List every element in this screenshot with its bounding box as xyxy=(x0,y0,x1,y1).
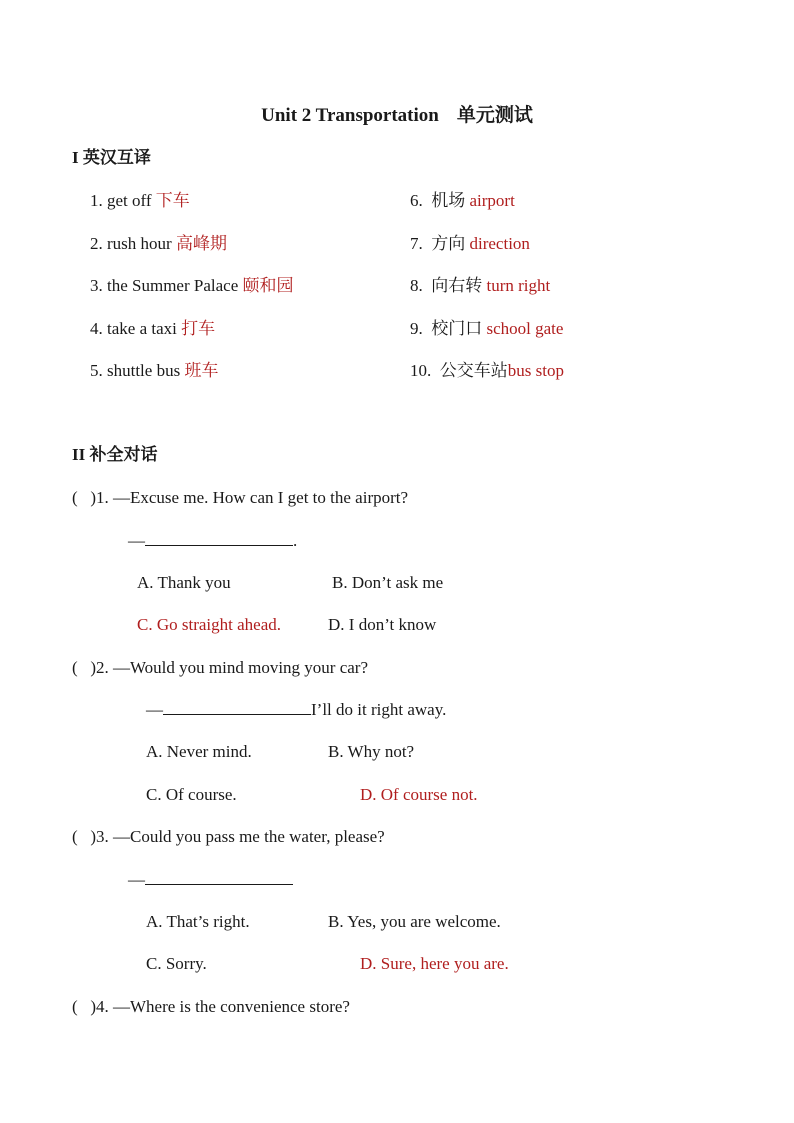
reply-line: — . xyxy=(128,531,298,550)
item-number: 6. xyxy=(410,191,423,210)
answer-bracket[interactable]: ( ) xyxy=(72,827,97,846)
question-stem xyxy=(72,658,368,678)
item-number: 1. xyxy=(90,191,103,210)
option-correct: D. Sure, here you are. xyxy=(360,954,509,973)
question-stem xyxy=(72,488,408,508)
question-text: 4. —Where is the convenience store? xyxy=(96,997,350,1016)
vocab-item xyxy=(410,361,564,381)
item-prompt: take a taxi xyxy=(107,319,177,338)
answer-blank[interactable] xyxy=(163,700,311,715)
answer-blank[interactable] xyxy=(145,531,293,546)
item-prompt: 机场 xyxy=(431,191,466,210)
answer-bracket[interactable]: ( ) xyxy=(72,488,97,507)
item-answer: bus stop xyxy=(507,361,564,380)
item-prompt: shuttle bus xyxy=(107,361,181,380)
vocab-item xyxy=(90,191,190,211)
item-answer: 打车 xyxy=(181,319,216,338)
question-text: 2. —Would you mind moving your car? xyxy=(96,658,369,677)
section-2-heading: II 补全对话 xyxy=(72,445,158,464)
item-prompt: rush hour xyxy=(107,234,172,253)
item-answer: school gate xyxy=(486,319,564,338)
title-english: Unit 2 Transportation xyxy=(261,105,439,126)
page-title xyxy=(0,106,794,126)
answer-blank[interactable] xyxy=(145,870,293,885)
item-number: 10. xyxy=(410,361,432,380)
item-answer: 颐和园 xyxy=(242,276,294,295)
item-prompt: 向右转 xyxy=(431,276,483,295)
option: D. I don’t know xyxy=(328,615,437,634)
answer-bracket[interactable]: ( ) xyxy=(72,997,97,1016)
section-1-heading: I 英汉互译 xyxy=(72,148,151,167)
item-answer: 高峰期 xyxy=(175,234,227,253)
vocab-item xyxy=(410,319,563,339)
option: B. Yes, you are welcome. xyxy=(328,912,501,931)
item-number: 4. xyxy=(90,319,103,338)
item-prompt: get off xyxy=(107,191,152,210)
item-prompt: 公交车站 xyxy=(439,361,508,380)
question-stem xyxy=(72,997,350,1017)
item-answer: airport xyxy=(469,191,515,210)
item-prompt: 方向 xyxy=(431,234,466,253)
vocab-item xyxy=(90,319,215,339)
question-text: 1. —Excuse me. How can I get to the airport? xyxy=(96,488,409,507)
vocab-item xyxy=(410,276,550,296)
option: A. Never mind. xyxy=(146,742,252,761)
option: B. Don’t ask me xyxy=(332,573,444,592)
option: B. Why not? xyxy=(328,742,415,761)
vocab-item xyxy=(410,234,530,254)
option: A. Thank you xyxy=(137,573,231,592)
item-answer: 班车 xyxy=(184,361,219,380)
item-answer: turn right xyxy=(486,276,551,295)
item-number: 7. xyxy=(410,234,423,253)
question-text: 3. —Could you pass me the water, please? xyxy=(96,827,385,846)
reply-line: — I’ll do it right away. xyxy=(146,700,447,719)
item-number: 9. xyxy=(410,319,423,338)
item-answer: 下车 xyxy=(155,191,190,210)
vocab-item xyxy=(90,234,227,254)
question-stem xyxy=(72,827,385,847)
title-chinese: 单元测试 xyxy=(456,105,533,126)
option-correct: C. Go straight ahead. xyxy=(137,615,281,634)
item-prompt: 校门口 xyxy=(431,319,483,338)
vocab-item xyxy=(410,191,515,211)
item-number: 5. xyxy=(90,361,103,380)
item-number: 8. xyxy=(410,276,423,295)
option: C. Sorry. xyxy=(146,954,207,973)
item-number: 3. xyxy=(90,276,103,295)
item-number: 2. xyxy=(90,234,103,253)
option: A. That’s right. xyxy=(146,912,250,931)
item-prompt: the Summer Palace xyxy=(107,276,239,295)
vocab-item xyxy=(90,361,218,381)
reply-line: — xyxy=(128,870,293,890)
vocab-item xyxy=(90,276,294,296)
option: C. Of course. xyxy=(146,785,237,804)
option-correct: D. Of course not. xyxy=(360,785,478,804)
item-answer: direction xyxy=(469,234,530,253)
answer-bracket[interactable]: ( ) xyxy=(72,658,97,677)
